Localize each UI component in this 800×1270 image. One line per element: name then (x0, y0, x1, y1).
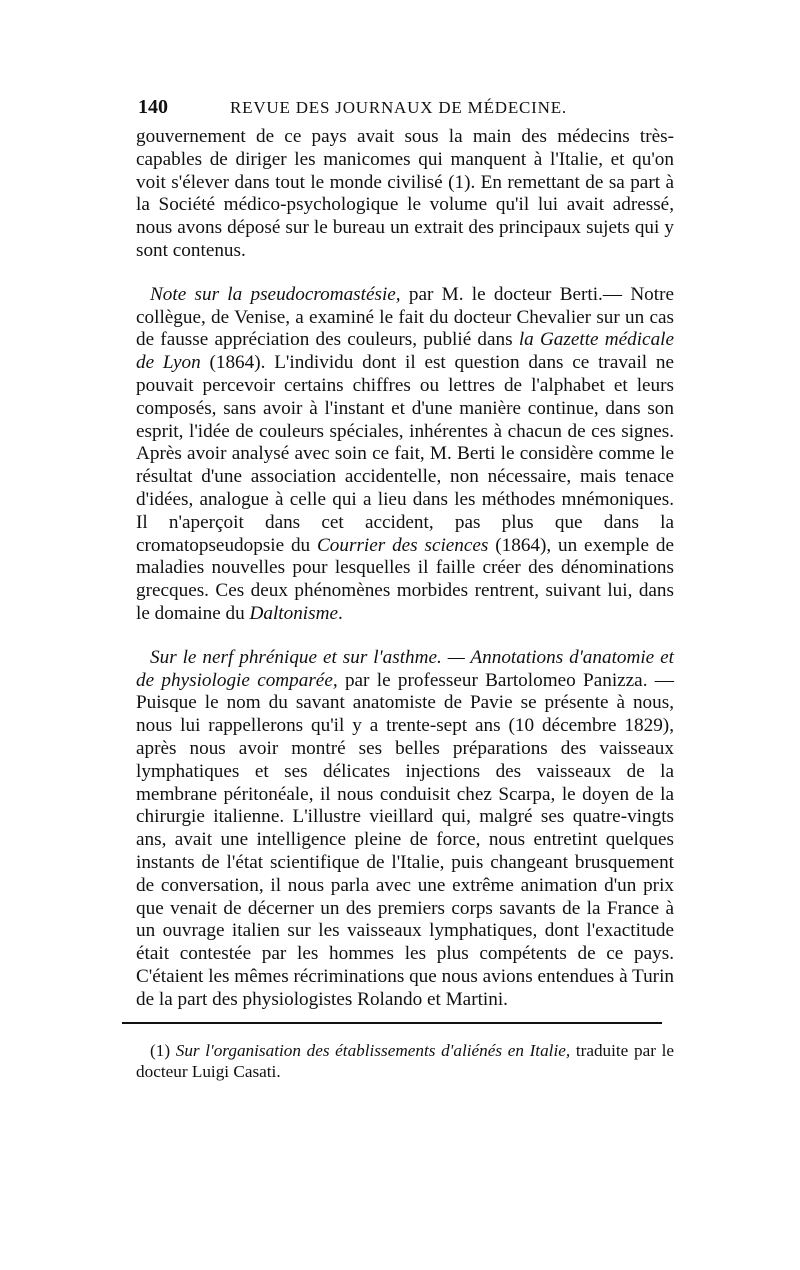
footnote-title: Sur l'organisation des établissements d'aliénés en Italie, (175, 1041, 571, 1060)
journal-header-title: REVUE DES JOURNAUX DE MÉDECINE. (230, 98, 567, 117)
term-daltonisme: Daltonisme (249, 602, 338, 624)
footnote-marker: (1) (150, 1041, 176, 1060)
paragraph-text: par M. le docteur Berti.— Notre collègue, de Venise, a examiné le fait du docteur Chevalier sur un cas de fausse appréciation des couleurs, publié dans (136, 283, 675, 351)
footnote-text (136, 1040, 674, 1082)
article-title: Sur le nerf phrénique et sur l'asthme. — Annotations d'anatomie et de physiologie comparée, (136, 646, 674, 691)
body-text (136, 126, 674, 1011)
running-head (138, 96, 672, 124)
paragraph-text: gouvernement de ce pays avait sous la main des médecins très-capables de diriger les manicomes qui manquent à l'Italie, et qu'on voit s'élever dans tout le monde civilisé (1). En remettant de sa part à la Société médico-psychologique le volume qu'il lui avait adressé, nous avons déposé sur le bureau un extrait des principaux sujets qui y sont contenus. (136, 126, 674, 261)
journal-citation: la Gazette médicale de Lyon (136, 329, 675, 374)
paragraph-nerf-phrenique (136, 647, 674, 1012)
paragraph-text: (1864), un exemple de maladies nouvelles pour lesquelles il faille créer des dénominations grecques. Ces deux phénomènes morbides rentrent, suivant lui, dans le domaine du (136, 534, 674, 624)
page-number: 140 (138, 96, 168, 118)
paragraph-text: . (337, 602, 343, 624)
paragraph-pseudocromastesie (136, 284, 674, 626)
footnote-body: traduite par le docteur Luigi Casati. (136, 1041, 674, 1081)
footnote (136, 1040, 674, 1082)
paragraph-text: (1864). L'individu dont il est question dans ce travail ne pouvait percevoir certains chiffres ou lettres de l'alphabet et leurs composés, sans avoir à l'instant et d'une manière continue, dans son esprit, l'idée de couleurs spéciales, inhérentes à chacun de ces signes. Après avoir analysé avec soin ce fait, M. Berti le considère comme le résultat d'une association accidentelle, non nécessaire, mais tenace d'idées, analogue à celle qui a lieu dans les méthodes mnémoniques. Il n'aperçoit dans cet accident, pas plus que dans la cromatopseudopsie du (136, 352, 674, 556)
paragraph-continuation (136, 126, 674, 263)
journal-citation: Courrier des sciences (317, 534, 489, 556)
article-title: Note sur la pseudocromastésie, (150, 283, 401, 305)
paragraph-text: par le professeur Bartolomeo Panizza. — Puisque le nom du savant anatomiste de Pavie se présente à nous, nous lui rappellerons qu'il y a trente-sept ans (10 décembre 1829), après nous avoir montré ses belles préparations des vaisseaux lymphatiques et ses délicates injections des vaisseaux de la membrane péritonéale, il nous conduisit chez Scarpa, le doyen de la chirurgie italienne. L'illustre vieillard qui, malgré ses quatre-vingts ans, avait une intelligence pleine de force, nous entretint quelques instants de l'état scientifique de l'Italie, puis changeant brusquement de conversation, il nous parla avec une extrême animation d'un prix que venait de décerner un des premiers corps savants de la France à un ouvrage italien sur les vaisseaux lymphatiques, dont l'exactitude était contestée par les hommes les plus compétents de ce pays. C'étaient les mêmes récriminations que nous avions entendues à Turin de la part des physiologistes Rolando et Martini. (136, 669, 674, 1010)
footnote-divider (122, 1022, 662, 1024)
